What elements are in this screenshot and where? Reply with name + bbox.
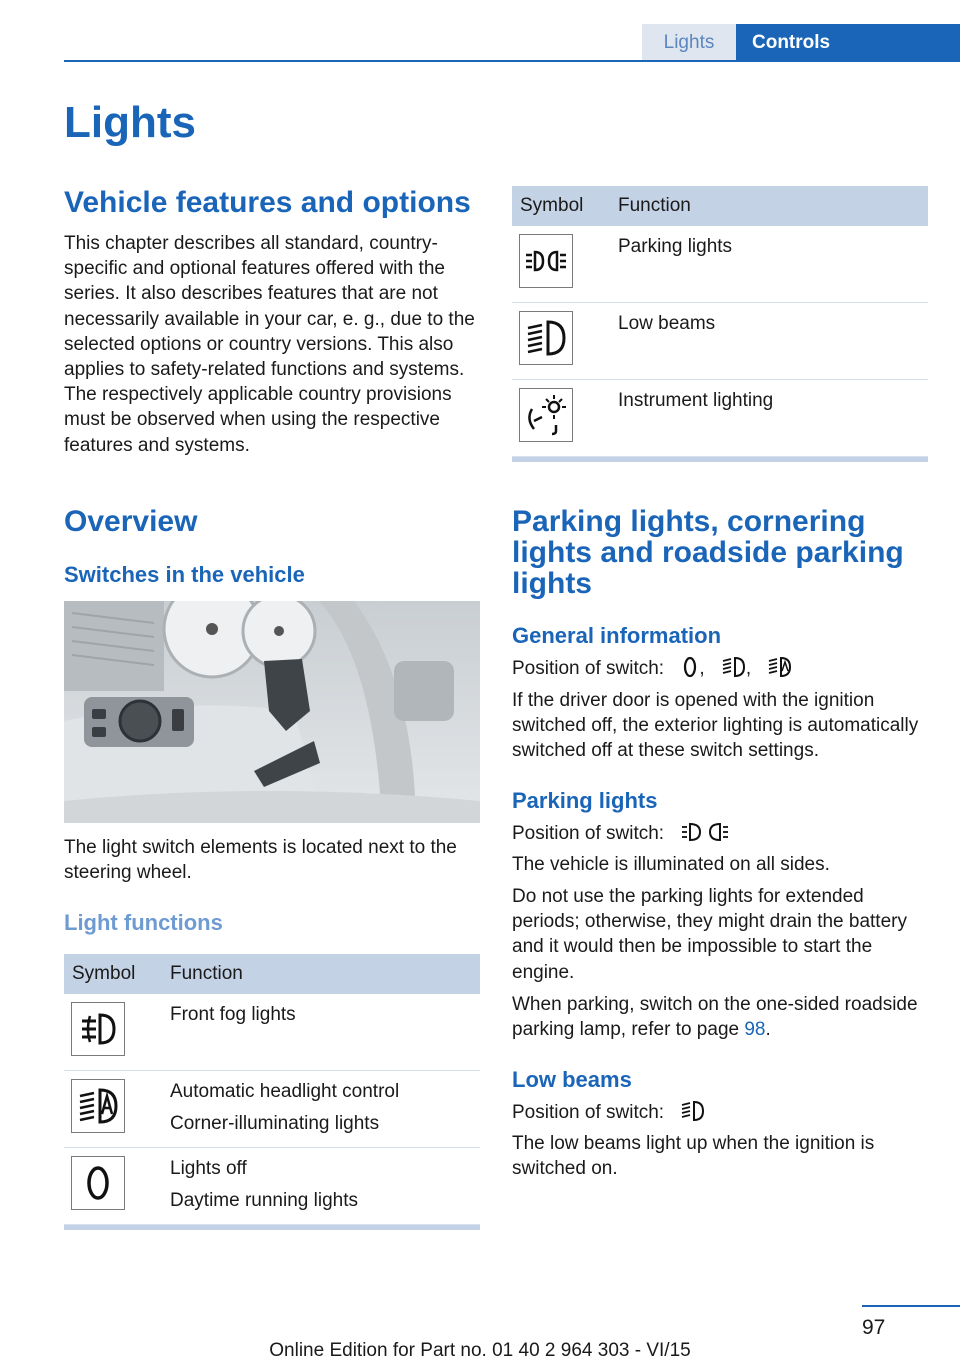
table-end-rule (512, 457, 928, 462)
col-symbol: Symbol (520, 195, 584, 216)
low-beams-heading: Low beams (512, 1067, 632, 1092)
general-information-body: If the driver door is opened with the ignition switched off, the exterior lighting is automatically switched off at these switch settings. (512, 690, 919, 762)
function-label: Lights off (170, 1158, 247, 1179)
header-section-tab: Lights (642, 24, 736, 62)
table-row (64, 1148, 480, 1225)
light-functions-heading: Light functions (64, 910, 223, 935)
table-row (64, 1071, 480, 1148)
function-label: Front fog lights (170, 1004, 296, 1025)
col-symbol: Symbol (72, 963, 136, 984)
parking-lights-heading: Parking lights (512, 788, 658, 813)
parking-section-heading: Parking lights, cornering lights and roadside parking lights (512, 505, 904, 600)
low-beams-body: The low beams light up when the ignition is switched on. (512, 1133, 875, 1180)
table-end-rule (64, 1225, 480, 1230)
lights-off-icon (71, 1156, 125, 1210)
position-label: Position of switch: (512, 1102, 665, 1123)
symbol-function-table (512, 186, 928, 462)
table-header (512, 186, 928, 226)
switches-heading: Switches in the vehicle (64, 562, 305, 587)
position-label: Position of switch: (512, 658, 665, 679)
position-label: Position of switch: (512, 823, 665, 844)
function-label: Parking lights (618, 236, 733, 257)
table-row (64, 994, 480, 1071)
low-beams-switch-position (512, 1100, 932, 1125)
table-header (64, 954, 480, 994)
page-title: Lights (64, 98, 196, 147)
instrument-lighting-icon (519, 388, 573, 442)
general-information-heading: General information (512, 623, 722, 648)
automatic-headlight-icon (71, 1079, 125, 1133)
footer-rule (862, 1305, 960, 1307)
low-beams-icon (519, 311, 573, 365)
dashboard-illustration (64, 601, 480, 823)
col-function: Function (170, 963, 243, 984)
automatic-headlight-icon (768, 656, 792, 678)
header-rule (64, 60, 960, 62)
low-beams-icon (722, 656, 746, 678)
function-label: Instrument lighting (618, 390, 774, 411)
parking-body-3-text: When parking, switch on the one-sided roadside parking lamp, refer to page (512, 994, 918, 1041)
parking-lights-icon (681, 821, 729, 843)
separator: , (745, 658, 752, 679)
vehicle-features-body: This chapter describes all standard, country-specific and optional features offered with the series. It also describes features that are not necessarily available in your car, e. g., due to the selected options or country versions. This also applies to safety-related functions and systems. The respectively applicable country provisions must be observed when using the respective features and systems. (64, 233, 475, 456)
lights-off-icon (681, 656, 699, 678)
separator: , (699, 658, 705, 679)
parking-switch-position (512, 821, 932, 846)
light-switch-photo (64, 601, 480, 823)
light-functions-table (64, 954, 480, 1230)
table-row (512, 303, 928, 380)
page-number: 97 (862, 1316, 886, 1339)
table-row (512, 226, 928, 303)
general-switch-position (512, 656, 932, 681)
parking-lights-icon (519, 234, 573, 288)
table-row (512, 380, 928, 457)
overview-heading: Overview (64, 505, 198, 538)
switch-location-caption: The light switch elements is located next to the steering wheel. (64, 837, 457, 884)
low-beams-icon (681, 1100, 705, 1122)
front-fog-lights-icon (71, 1002, 125, 1056)
header-chapter-tab: Controls (736, 24, 960, 62)
function-label: Corner-illuminating lights (170, 1113, 380, 1134)
page-reference-link[interactable]: 98 (744, 1019, 766, 1041)
parking-body-3-end: . (765, 1019, 771, 1041)
function-label: Daytime running lights (170, 1190, 358, 1211)
col-function: Function (618, 195, 691, 216)
vehicle-features-heading: Vehicle features and options (64, 186, 471, 219)
edition-footer: Online Edition for Part no. 01 40 2 964 303 - VI/15 (269, 1340, 691, 1361)
parking-body-1: The vehicle is illuminated on all sides. (512, 854, 830, 875)
parking-body-2: Do not use the parking lights for extended periods; otherwise, they might drain the battery and it would then be impossible to start the engine. (512, 886, 907, 983)
parking-body-3 (512, 992, 928, 1042)
function-label: Automatic headlight control (170, 1081, 400, 1102)
function-label: Low beams (618, 313, 716, 334)
